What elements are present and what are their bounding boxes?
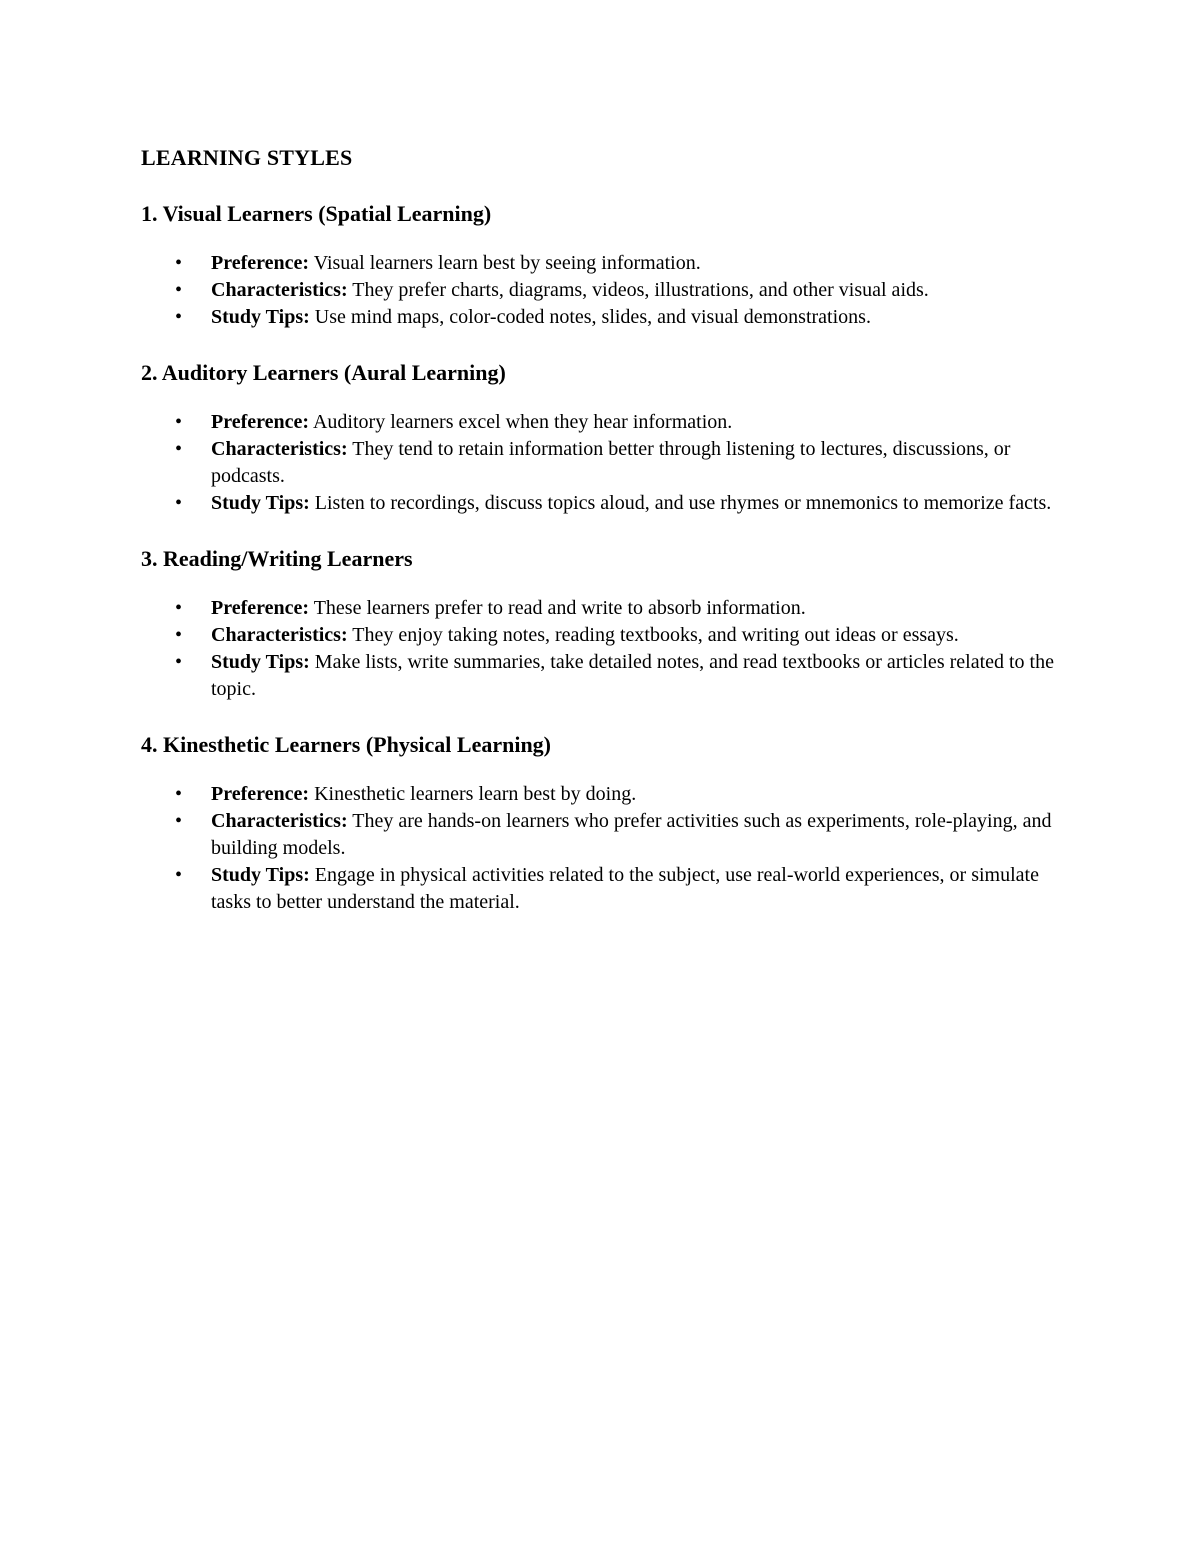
bullet-icon: • [175, 492, 183, 514]
section-heading: 2. Auditory Learners (Aural Learning) [141, 360, 506, 385]
bullet-list [141, 595, 1061, 703]
bullet-icon: • [175, 624, 183, 646]
bullet-text: These learners prefer to read and write to absorb information. [309, 597, 806, 619]
bullet-term: Study Tips: [211, 651, 310, 673]
bullet-term: Study Tips: [211, 492, 310, 514]
document-title: LEARNING STYLES [141, 145, 353, 170]
bullet-term: Study Tips: [211, 306, 310, 328]
bullet-text: Visual learners learn best by seeing information. [309, 252, 701, 274]
list-item [141, 781, 1061, 808]
section-reading-writing-learners [141, 543, 1061, 703]
bullet-term: Characteristics: [211, 438, 348, 460]
section-heading: 3. Reading/Writing Learners [141, 546, 413, 571]
bullet-list [141, 409, 1061, 517]
bullet-term: Characteristics: [211, 279, 348, 301]
section-auditory-learners [141, 357, 1061, 517]
bullet-text: Listen to recordings, discuss topics aloud, and use rhymes or mnemonics to memorize facts. [309, 492, 1052, 514]
bullet-icon: • [175, 864, 183, 886]
bullet-icon: • [175, 810, 183, 832]
list-item [141, 622, 1061, 649]
list-item [141, 250, 1061, 277]
bullet-term: Characteristics: [211, 810, 348, 832]
bullet-term: Preference: [211, 783, 310, 805]
list-item [141, 277, 1061, 304]
bullet-term: Study Tips: [211, 864, 310, 886]
section-visual-learners [141, 198, 1061, 331]
bullet-text: Auditory learners excel when they hear information. [309, 411, 733, 433]
bullet-text: They are hands-on learners who prefer activities such as experiments, role-playing, and building models. [211, 810, 1052, 859]
bullet-text: They prefer charts, diagrams, videos, illustrations, and other visual aids. [347, 279, 929, 301]
bullet-text: Kinesthetic learners learn best by doing. [309, 783, 637, 805]
bullet-text: Make lists, write summaries, take detailed notes, and read textbooks or articles related to the topic. [211, 651, 1054, 700]
bullet-term: Preference: [211, 597, 310, 619]
document-page [141, 140, 1061, 942]
bullet-icon: • [175, 597, 183, 619]
bullet-icon: • [175, 783, 183, 805]
list-item [141, 304, 1061, 331]
list-item [141, 862, 1061, 916]
list-item [141, 808, 1061, 862]
list-item [141, 595, 1061, 622]
bullet-icon: • [175, 411, 183, 433]
bullet-text: Use mind maps, color-coded notes, slides, and visual demonstrations. [309, 306, 871, 328]
section-heading: 4. Kinesthetic Learners (Physical Learning) [141, 732, 552, 757]
bullet-list [141, 250, 1061, 331]
bullet-list [141, 781, 1061, 916]
bullet-text: They enjoy taking notes, reading textbooks, and writing out ideas or essays. [347, 624, 959, 646]
bullet-term: Preference: [211, 411, 310, 433]
bullet-icon: • [175, 279, 183, 301]
bullet-icon: • [175, 252, 183, 274]
bullet-text: Engage in physical activities related to the subject, use real-world experiences, or simulate tasks to better understand the material. [211, 864, 1039, 913]
bullet-term: Preference: [211, 252, 310, 274]
list-item [141, 409, 1061, 436]
bullet-term: Characteristics: [211, 624, 348, 646]
section-kinesthetic-learners [141, 729, 1061, 916]
bullet-icon: • [175, 651, 183, 673]
list-item [141, 436, 1061, 490]
bullet-icon: • [175, 438, 183, 460]
bullet-icon: • [175, 306, 183, 328]
list-item [141, 490, 1061, 517]
section-heading: 1. Visual Learners (Spatial Learning) [141, 201, 492, 226]
bullet-text: They tend to retain information better through listening to lectures, discussions, or podcasts. [211, 438, 1011, 487]
list-item [141, 649, 1061, 703]
